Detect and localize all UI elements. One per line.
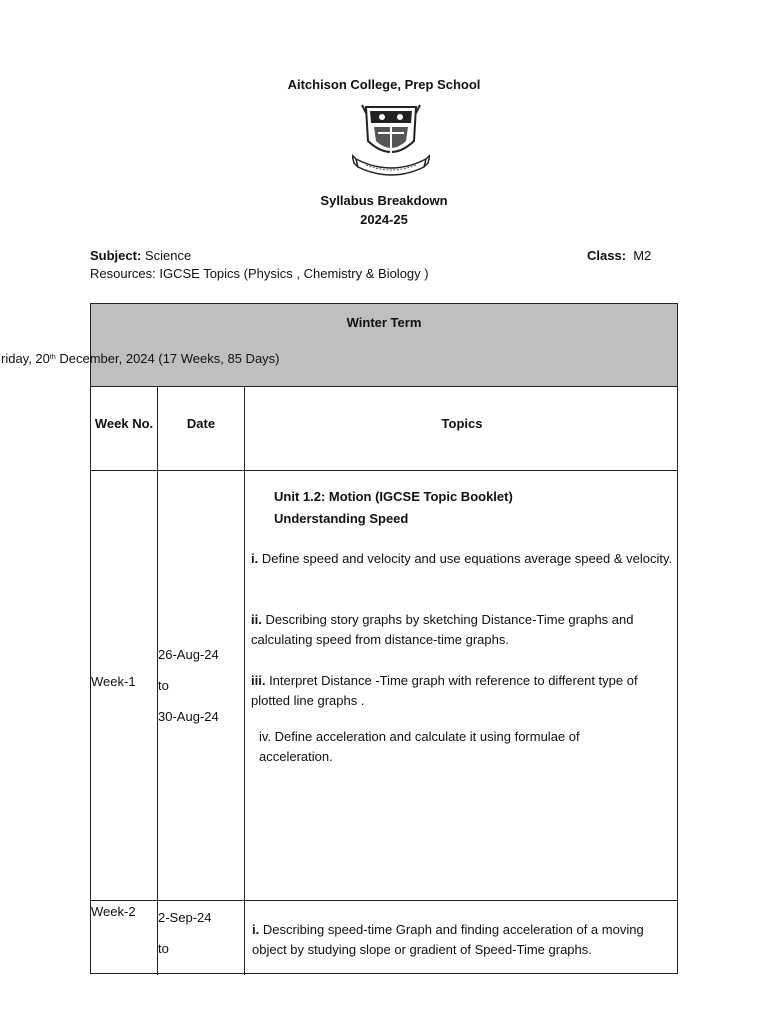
- topic-text: Describing story graphs by sketching Distance-Time graphs and calculating speed from distance-time graphs.: [251, 612, 634, 647]
- subject-line: [90, 248, 191, 263]
- syllabus-title: Syllabus Breakdown: [320, 193, 448, 208]
- topic-number: iii.: [251, 673, 266, 688]
- week-date-range: [158, 902, 211, 964]
- subject-value: Science: [144, 248, 192, 263]
- column-header-date: Date: [186, 416, 216, 431]
- school-crest-logo: [352, 101, 430, 181]
- subject-label: Subject:: [90, 248, 142, 263]
- term-title: Winter Term: [346, 315, 422, 330]
- date-to: 30-Aug-24: [158, 709, 219, 724]
- column-header-topics: Topics: [441, 416, 483, 431]
- unit-heading: [274, 486, 699, 530]
- class-value: M2: [633, 248, 652, 263]
- topic-number: ii.: [251, 612, 262, 627]
- date-to-word: to: [158, 941, 169, 956]
- topic-number: i.: [252, 922, 260, 937]
- week-date-range: [158, 639, 219, 732]
- topic-item: [252, 920, 674, 960]
- row-divider: [91, 470, 677, 471]
- class-label: Class:: [587, 248, 627, 263]
- week-number: Week-2: [91, 904, 136, 919]
- unit-title: Unit 1.2: Motion (IGCSE Topic Booklet): [274, 489, 513, 504]
- topic-number: iv.: [259, 729, 272, 744]
- date-to-word: to: [158, 678, 169, 693]
- row-divider: [91, 900, 677, 901]
- class-line: [587, 248, 651, 263]
- unit-subtitle: Understanding Speed: [274, 511, 409, 526]
- date-from: 26-Aug-24: [158, 647, 219, 662]
- resources-line: [90, 266, 429, 281]
- topic-text: Define speed and velocity and use equations average speed & velocity.: [258, 551, 673, 566]
- document-title: [0, 191, 768, 229]
- topic-item: [259, 727, 619, 767]
- resources-value: IGCSE Topics (Physics , Chemistry & Biology ): [159, 266, 429, 281]
- resources-label: Resources:: [90, 266, 156, 281]
- term-header: [1, 304, 677, 387]
- topic-text: Define acceleration and calculate it using formulae of acceleration.: [259, 729, 580, 764]
- term-dates-suffix: th: [49, 354, 56, 361]
- term-dates-end: December, 2024 (17 Weeks, 85 Days): [55, 351, 280, 366]
- topic-text: Interpret Distance -Time graph with reference to different type of plotted line graphs .: [251, 673, 638, 708]
- academic-year: 2024-25: [360, 212, 408, 227]
- topic-item: [251, 549, 676, 569]
- topic-item: [251, 610, 676, 650]
- term-dates: [1, 351, 280, 366]
- syllabus-table: [1, 303, 678, 974]
- topic-text: Describing speed-time Graph and finding acceleration of a moving object by studying slope or gradient of Speed-Time graphs.: [252, 922, 644, 957]
- term-dates-start: riday, 20: [1, 351, 50, 366]
- week-number: Week-1: [91, 674, 136, 689]
- topic-item: [251, 671, 676, 711]
- school-name: Aitchison College, Prep School: [287, 77, 481, 92]
- topic-number: i.: [251, 551, 259, 566]
- date-from: 2-Sep-24: [158, 910, 212, 925]
- column-divider: [244, 387, 245, 975]
- column-header-week: Week No.: [94, 416, 154, 431]
